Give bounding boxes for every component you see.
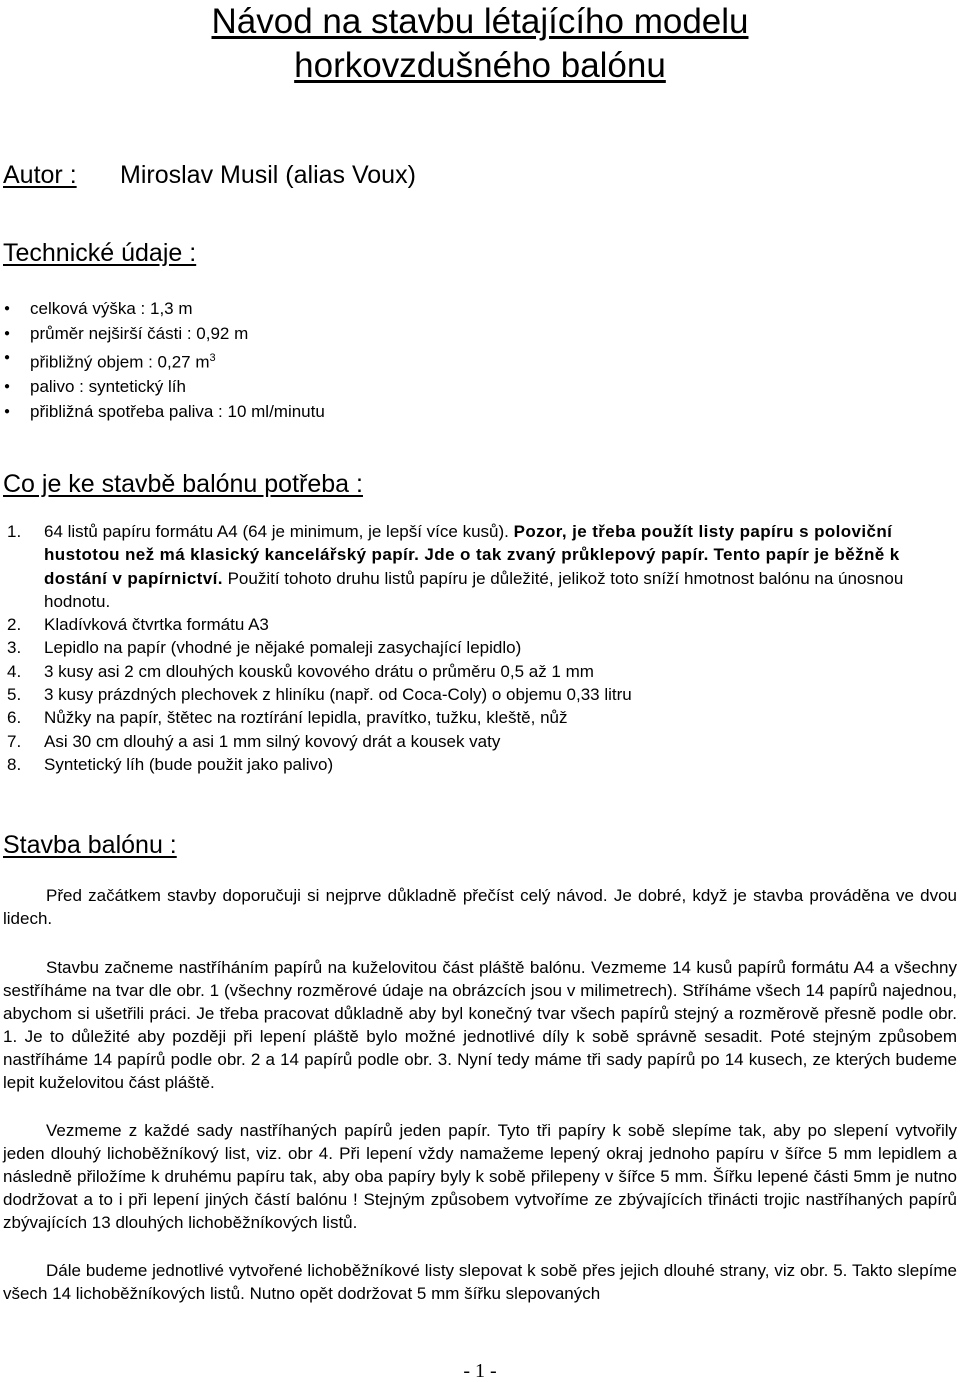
list-item: ● přibližný objem : 0,27 $m^3$ xyxy=(0,346,325,375)
item-number: 1. xyxy=(7,522,22,541)
item-number: 8. xyxy=(7,754,22,774)
paragraph-3: Vezmeme z každé sady nastříhaných papírů jeden papír. Tyto tři papíry k sobě slepíme tak, aby po slepení vytvořily jeden dlouhý lichoběžníkový list, viz. obr 4. Při lepení vždy namažeme lepený okraj jednoho papíru v šířce 5 mm lepidlem a následně přiložíme k druhému papíru tak, aby oba papíry byly k sobě přilepeny v šířce 5 mm. Šířku lepené části 5mm je nutno dodržovat a to i při lepení jiných částí balónu ! Stejným způsobem vytvoříme ze zbývajících třinácti trojic nastříhaných papírů zbývajících 13 dlouhých lichoběžníkových listů. xyxy=(3,1121,957,1232)
construction-heading: Stavba balónu : xyxy=(3,831,177,859)
technical-heading: Technické údaje : xyxy=(3,239,197,267)
list-item: ● palivo : syntetický líh xyxy=(0,375,325,400)
list-item: 7. Asi 30 cm dlouhý a asi 1 mm silný kovový drát a kousek vaty xyxy=(0,730,958,753)
author-name: Miroslav Musil (alias Voux) xyxy=(120,161,416,189)
list-item: 1. 64 listů papíru formátu A4 (64 je minimum, je lepší více kusů). Pozor, je třeba použít listy papíru s poloviční hustotou než má klasický kancelářský papír. Jde o tak zvaný průklepový papír. Tento papír je běžně k dostání v papírnictví. Použití tohoto druhu listů papíru je důležité, jelikož toto sníží hmotnost balónu na únosnou hodnotu. xyxy=(7,522,904,611)
needs-list xyxy=(0,520,958,776)
technical-list xyxy=(0,297,325,425)
author-label: Autor : xyxy=(3,161,77,189)
item-number: 4. xyxy=(7,661,22,681)
document-title xyxy=(0,0,960,88)
item-number: 3. xyxy=(7,638,22,658)
list-item: 8. Syntetický líh (bude použit jako palivo) xyxy=(0,753,958,776)
list-item: 4. 3 kusy asi 2 cm dlouhých kousků kovového drátu o průměru 0,5 až 1 mm xyxy=(0,660,958,683)
list-item: ● průměr nejširší části : 0,92 m xyxy=(0,322,325,347)
page-number: - 1 - xyxy=(463,1360,497,1382)
paragraph-2: Stavbu začneme nastříháním papírů na kuželovitou část pláště balónu. Vezmeme 14 kusů papírů formátu A4 a všechny sestříháme na tvar dle obr. 1 (všechny rozměrové údaje na obrázcích jsou v milimetrech). Stříháme všech 14 papírů najednou, abychom si ušetřili práci. Je třeba pracovat důkladně aby byl konečný tvar všech papírů stejný a rozměrově přesně podle obr. 1. Je to důležité aby později při lepení pláště bylo možné jednotlivé díly k sobě správně sesadit. Poté stejným způsobem nastříháme 14 papírů podle obr. 2 a 14 papírů podle obr. 3. Nyní tedy máme tři sady papírů po 14 kusech, ze kterých budeme lepit kuželovitou část pláště. xyxy=(3,958,957,1092)
volume-exponent: 3 xyxy=(209,352,216,365)
item-number: 2. xyxy=(7,615,22,635)
list-item: ● celková výška : 1,3 m xyxy=(0,297,325,322)
list-item: 6. Nůžky na papír, štětec na roztírání lepidla, pravítko, tužku, kleště, nůž xyxy=(0,706,958,729)
item-number: 5. xyxy=(7,685,22,705)
paragraph-4: Dále budeme jednotlivé vytvořené lichoběžníkové listy slepovat k sobě přes jejich dlouhé strany, viz obr. 5. Takto slepíme všech 14 lichoběžníkových listů. Nutno opět dodržovat 5 mm šířku slepovaných xyxy=(3,1261,957,1303)
title-line-2: horkovzdušného balónu xyxy=(294,46,666,85)
paragraph-1: Před začátkem stavby doporučuji si nejprve důkladně přečíst celý návod. Je dobré, když je stavba prováděna ve dvou lidech. xyxy=(3,886,957,928)
list-item: 2. Kladívková čtvrtka formátu A3 xyxy=(0,613,958,636)
item-number: 6. xyxy=(7,708,22,728)
list-item: 3. Lepidlo na papír (vhodné je nějaké pomaleji zasychající lepidlo) xyxy=(0,636,958,659)
title-line-1: Návod na stavbu létajícího modelu xyxy=(211,2,749,41)
list-item: 5. 3 kusy prázdných plechovek z hliníku (např. od Coca-Coly) o objemu 0,33 litru xyxy=(0,683,958,706)
item-number: 7. xyxy=(7,731,22,751)
needs-heading: Co je ke stavbě balónu potřeba : xyxy=(3,470,363,498)
list-item: ● přibližná spotřeba paliva : 10 ml/minutu xyxy=(0,400,325,425)
